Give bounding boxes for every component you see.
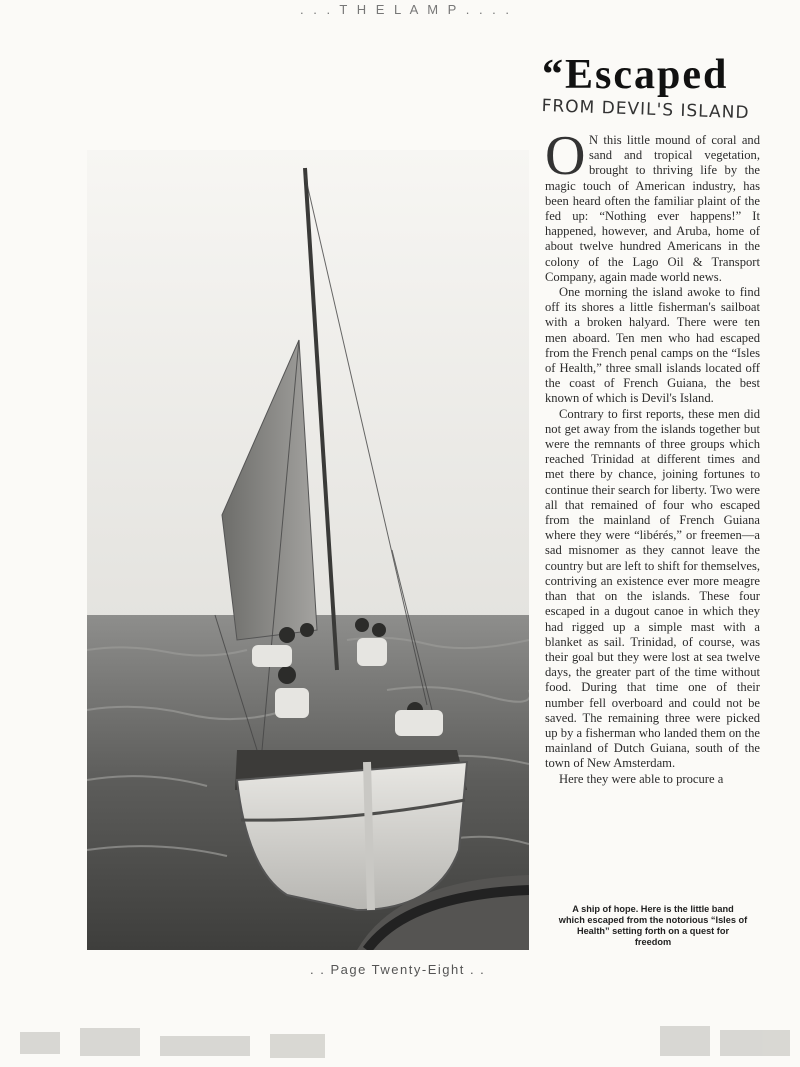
bleed-through-artifact: [0, 1018, 800, 1062]
handwritten-subtitle: FROM DEVIL'S ISLAND: [541, 96, 750, 124]
article-title-block: [541, 50, 792, 124]
article-body: [545, 125, 760, 787]
sailboat-photo: [87, 150, 529, 950]
article-paragraph: Contrary to first reports, these men did not get away from the islands together but were the remnants of three groups which reached Trinidad at different times and met there by chance, joining fortunes to continue their search for liberty. Two were all that remained of four who escaped from the mainland of French Guiana where they were “libérés,” or freemen—a sad misnomer as they cannot leave the country but are left to shift for themselves, contriving an existence ever more meagre than that on the islands. These four escaped in a dugout canoe in which they had rigged up a simple mast with a blanket as sail. Trinidad, of course, was their goal but they were lost at sea twelve days, the greater part of the time without food. During that time one of their number fell overboard and could not be saved. The remaining three were picked up by a fisherman who landed them on the mainland of Dutch Guiana, south of the town of New Amsterdam.: [545, 406, 760, 771]
article-paragraph: [545, 125, 760, 285]
photo-caption: A ship of hope. Here is the little band which escaped from the notorious “Isles of Health” setting forth on a quest for freedom: [558, 904, 748, 947]
article-paragraph: One morning the island awoke to find off its shores a little fisherman's sailboat with a broken halyard. There were ten men aboard. Ten men who had escaped from the French penal camps on the “Isles of Health,” three small islands located off the coast of French Guiana, the best known of which is Devil's Island.: [545, 285, 760, 406]
article-paragraph-text: N this little mound of coral and sand and tropical vegetation, brought to thriving life by the magic touch of American industry, has been heard often the familiar plaint of the fed up: “Nothing ever happens!” It happened, however, and Aruba, home of about twelve hundred Americans in the colony of the Lago Oil & Transport Company, again made world news.: [545, 133, 760, 284]
running-header: . . . T H E L A M P . . . .: [300, 2, 513, 17]
article-paragraph: Here they were able to procure a: [559, 771, 724, 786]
article-title: “Escaped: [542, 52, 729, 98]
page-folio: . . Page Twenty-Eight . .: [310, 962, 486, 977]
drop-cap: O: [545, 125, 586, 187]
